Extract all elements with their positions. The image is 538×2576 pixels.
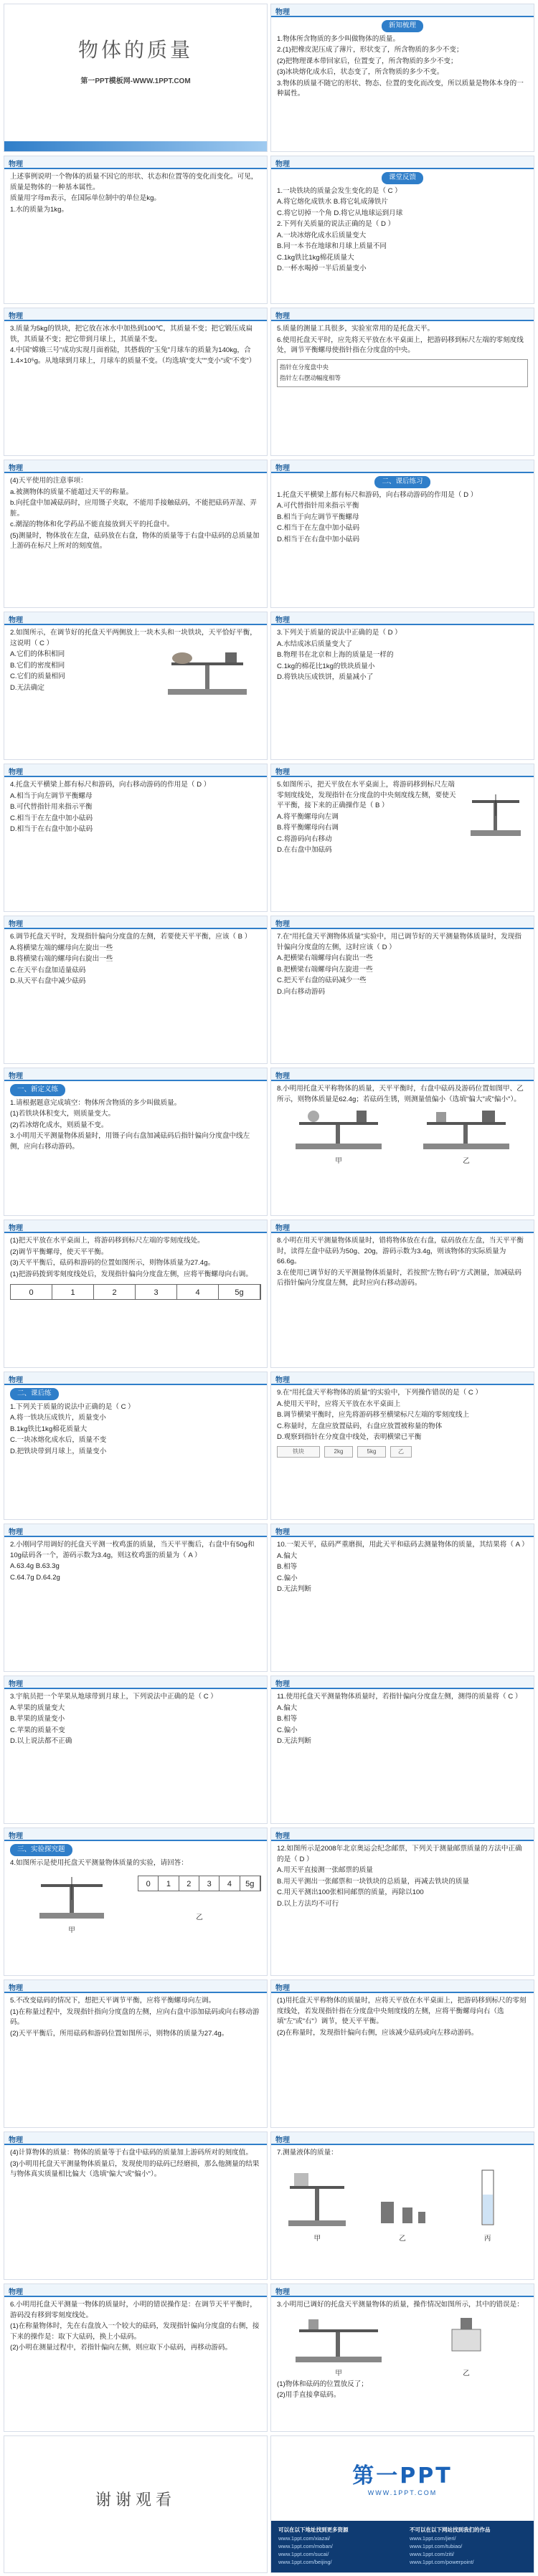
- text-line: 5.质量的测量工具很多，实验室常用的是托盘天平。: [277, 325, 435, 333]
- figure-label: 乙: [399, 2235, 406, 2243]
- text-line: C.一块冰熔化成水后，质量不变: [10, 1436, 107, 1444]
- text-line: A.偏大: [277, 1551, 298, 1560]
- slide-header: 物理: [271, 1372, 534, 1385]
- text-line: B.相等: [277, 1715, 298, 1723]
- balance-figure: [32, 1871, 111, 1921]
- text-line: A.相当于向左调节平衡螺母: [10, 792, 93, 800]
- brand-url: WWW.1PPT.COM: [367, 2489, 438, 2496]
- ruler-tick: 4: [177, 1285, 219, 1299]
- text-line: (3)冰块熔化成水后，状态变了，所含物质的多少不变。: [277, 68, 444, 76]
- slide-header: 物理: [271, 460, 534, 473]
- slide-15: [4, 1068, 268, 1216]
- slide-21: [4, 1524, 268, 1672]
- text-line: (1)把游码拨到零刻度线处后，发现指针偏向分度盘左侧，应将平衡螺母向右调。: [10, 1270, 253, 1278]
- ruler-tick: 4: [220, 1876, 240, 1891]
- text-line: (2)天平平衡后，所用砝码和游码位置如图所示，则物体的质量为27.4g。: [10, 2029, 229, 2038]
- hand-weight-figure: [416, 2315, 516, 2365]
- text-line: C.把天平右盘的砝码减少一些: [277, 976, 367, 984]
- ruler-tick: 5g: [240, 1876, 260, 1891]
- text-line: B.将平衡螺母向右调: [277, 824, 339, 832]
- figure-label: 5kg: [357, 1446, 386, 1458]
- slide-header: 物理: [271, 1068, 534, 1081]
- slide-header: 物理: [4, 2132, 267, 2145]
- slide-34: [270, 2435, 534, 2573]
- text-line: B.1kg铁比1kg棉花质量大: [10, 1425, 88, 1433]
- slide-5: [4, 308, 268, 456]
- slide-3: [4, 156, 268, 304]
- balance-figure-left: [288, 2315, 389, 2365]
- text-line: A.一块冰熔化成水后质量变大: [277, 231, 367, 239]
- text-line: 6.使用托盘天平时，应先将天平放在水平桌面上，把游码移到标尺左端的零刻度线处，调节平衡螺母使指针指在分度盘的中央。: [277, 336, 524, 354]
- footer-heading: 不可以在以下网站找到我们的作品: [410, 2527, 491, 2533]
- text-line: 3.物体的质量不随它的形状、物态、位置的变化而改变，所以质量是物体本身的一种属性。: [277, 79, 524, 98]
- footer-link[interactable]: www.1ppt.com/ziti/: [410, 2551, 455, 2557]
- text-line: (2)把物理课本带回家后，位置变了，所含物质的多少不变；: [277, 57, 458, 65]
- thanks-title: 谢谢观看: [95, 2491, 176, 2509]
- text-line: C.偏小: [277, 1726, 298, 1734]
- footer-link[interactable]: www.1ppt.com/moban/: [278, 2543, 333, 2549]
- text-line: B.可代替指针用来指示平衡: [10, 803, 93, 811]
- slide-header: 物理: [4, 1828, 267, 1841]
- footer-link[interactable]: www.1ppt.com/powerpoint/: [410, 2559, 474, 2565]
- slide-10: [270, 612, 534, 760]
- text-line: C.将游码向右移动: [277, 835, 332, 843]
- text-line: C.1kg的棉花比1kg的铁块质量小: [277, 662, 375, 670]
- text-line: D.相当于在右盘中加小砝码: [277, 535, 360, 543]
- ruler-tick: 5g: [219, 1285, 260, 1299]
- figure-label: 铁块: [277, 1446, 320, 1458]
- text-line: (4)天平使用的注意事项：: [10, 477, 88, 485]
- text-line: 4.托盘天平横梁上都有标尺和游码，向右移动游码的作用是（ D ）: [10, 781, 211, 789]
- text-line: B.把横梁右端螺母向左旋进一些: [277, 965, 373, 974]
- text-line: 上述事例说明一个物体的质量不因它的形状、状态和位置等的变化而变化。可见，质量是物体的一种基本属性。: [10, 173, 258, 191]
- brand-logo: 第一PPT: [352, 2463, 453, 2489]
- figure-label: 甲: [335, 1156, 342, 1165]
- text-line: 1.请根据题意完成填空：物体所含物质的多少叫做质量。: [10, 1098, 181, 1107]
- text-line: A.将它熔化成铁水 B.将它轧成薄铁片: [277, 198, 389, 206]
- slide-header: 物理: [271, 156, 534, 169]
- slide-20: [270, 1372, 534, 1520]
- footer-link[interactable]: www.1ppt.com/tubiao/: [410, 2543, 463, 2549]
- text-line: B.苹果的质量变小: [10, 1715, 65, 1723]
- text-line: 指针在分度盘中央: [280, 363, 329, 371]
- text-line: 2.小刚同学用调好的托盘天平测一枚鸡蛋的质量，当天平平衡后，右盘中有50g和10g砝码各一个，游码示数为3.4g，则这枚鸡蛋的质量为（ A ）: [10, 1541, 255, 1559]
- text-line: 4.中国"嫦娥三号"成功实现月面着陆，其搭载的"玉兔"月球车的质量为140kg，合1.4×10⁵g。从地球到月球上，月球车的质量不变。（均选填"变大""变小"或"不变"）: [10, 346, 256, 365]
- text-line: (2)若冰熔化成水，则质量不变。: [10, 1121, 108, 1129]
- text-line: D.以上方法均不可行: [277, 1899, 339, 1908]
- text-line: (1)若铁块体积变大，则质量变大。: [10, 1110, 115, 1118]
- slide-header: 物理: [4, 156, 267, 169]
- figure-label: 甲: [68, 1926, 75, 1934]
- text-line: 7.在"用托盘天平测物体质量"实验中，用已调节好的天平测量物体质量时，发现指针偏向分度盘的左侧，这时应该（ D ）: [277, 933, 522, 951]
- slide-26: [270, 1828, 534, 1976]
- ruler-tick: 0: [138, 1876, 159, 1891]
- text-line: 指针左右摆动幅度相等: [280, 374, 341, 381]
- slide-4: [270, 156, 534, 304]
- text-line: (3)小明用托盘天平测量物体质量后，发现使用的砝码已经磨损，那么他测量的结果与物体真实质量相比偏大（选填"偏大"或"偏小"）。: [10, 2159, 260, 2178]
- slide-header: 物理: [4, 2284, 267, 2297]
- scale-figure: [463, 780, 528, 845]
- text-line: 7.测量液体的质量：: [277, 2149, 338, 2157]
- cover-subtitle: 第一PPT模板网-WWW.1PPT.COM: [80, 77, 191, 85]
- text-line: 3.小明用已调好的托盘天平测量物体的质量，操作情况如图所示，其中的错误是：: [277, 2301, 524, 2309]
- text-line: 3.在使用已调节好的天平测量物体质量时，若按照"左物右码"方式测量，加减砝码后指针偏向分度盘左侧，此时应向右移动游码。: [277, 1268, 522, 1287]
- ruler-scale: [10, 1284, 261, 1300]
- slide-22: [270, 1524, 534, 1672]
- text-line: D.无法判断: [277, 1585, 311, 1593]
- figure-label: 乙: [463, 1156, 470, 1165]
- balance-figure-right: [416, 1109, 516, 1152]
- text-line: 5.不改变砝码的情况下，想把天平调节平衡，应将平衡螺母向左调。: [10, 1997, 216, 2005]
- text-line: A.它们的体积相同: [10, 650, 65, 658]
- slide-header: 物理: [4, 612, 267, 625]
- slide-header: 物理: [271, 308, 534, 321]
- slide-12: [270, 764, 534, 912]
- ruler-tick: 2: [94, 1285, 136, 1299]
- text-line: B.用天平测出一张邮票和一块铁块的总质量，再减去铁块的质量: [277, 1877, 470, 1886]
- text-line: B.物理书在北京和上海的质量是一样的: [277, 651, 394, 659]
- slide-17: [4, 1220, 268, 1368]
- text-line: 10.一架天平，砝码严重磨损，用此天平和砝码去测量物体的质量，其结果将（ A ）: [277, 1541, 529, 1549]
- section-banner: 一、新定义练: [10, 1084, 65, 1096]
- text-line: D.把铁块带到月球上，质量变小: [10, 1447, 107, 1455]
- ruler-tick: 1: [52, 1285, 94, 1299]
- balance-figure: [154, 650, 261, 700]
- text-line: D.将铁块压成铁饼，质量减小了: [277, 673, 374, 681]
- text-line: 质量用字母m表示，在国际单位制中的单位是kg。: [10, 194, 161, 202]
- slide-header: 物理: [4, 308, 267, 321]
- figure-label: 丙: [483, 2235, 491, 2243]
- cylinder-figure: [466, 2166, 509, 2230]
- slide-header: 物理: [271, 4, 534, 17]
- text-line: 6.小明用托盘天平测量一物体的质量时，小明的错误操作是：在调节天平平衡时，游码没有移到零刻度线处。: [10, 2301, 257, 2319]
- slide-16: [270, 1068, 534, 1216]
- text-line: A.使用天平时，应将天平放在水平桌面上: [277, 1399, 401, 1408]
- text-line: (1)物体和砝码的位置放反了；: [277, 2380, 368, 2388]
- text-line: B.相等: [277, 1563, 298, 1571]
- slide-6: [270, 308, 534, 456]
- text-line: A.用天平直接测一张邮票的质量: [277, 1866, 373, 1874]
- slide-7: [4, 460, 268, 608]
- footer-heading: 可以在以下地址找到更多资源: [278, 2527, 349, 2533]
- cover-title: 物体的质量: [77, 38, 193, 62]
- text-line: C.它们的质量相同: [10, 672, 65, 680]
- slide-header: 物理: [271, 612, 534, 625]
- ruler-tick: 3: [199, 1876, 220, 1891]
- text-line: c.潮湿的物体和化学药品不能直接放到天平的托盘中。: [10, 521, 174, 528]
- figure-label: 乙: [390, 1446, 412, 1458]
- slide-33: [4, 2435, 268, 2573]
- slide-31: [4, 2283, 268, 2432]
- text-line: C.64.7g D.64.2g: [10, 1573, 60, 1582]
- slide-32: [270, 2283, 534, 2432]
- slide-header: 物理: [271, 764, 534, 777]
- text-line: 3.下列关于质量的说法中正确的是（ D ）: [277, 629, 402, 637]
- text-line: C.用天平测出100张相同邮票的质量，再除以100: [277, 1888, 424, 1896]
- text-line: A.将横梁左端的螺母向左旋出一些: [10, 944, 113, 952]
- text-line: (2)在称量时，发现指针偏向右侧，应该减少砝码或向左移动游码。: [277, 2028, 478, 2037]
- text-line: 4.如图所示是使用托盘天平测量物体质量的实验，请回答：: [10, 1858, 188, 1867]
- slide-header: 物理: [4, 764, 267, 777]
- slide-header: 物理: [271, 2284, 534, 2297]
- text-line: 12.如图所示是2008年北京奥运会纪念邮票，下列关于测量邮票质量的方法中正确的是（ D ）: [277, 1845, 522, 1863]
- text-line: C.相当于在左盘中加小砝码: [10, 814, 93, 822]
- text-line: (1)把天平放在水平桌面上，将游码移到标尺左端的零刻度线处。: [10, 1237, 204, 1245]
- slide-18: [270, 1220, 534, 1368]
- figure-label: 甲: [335, 2370, 342, 2377]
- footer-link[interactable]: www.1ppt.com/beijing/: [278, 2559, 332, 2565]
- text-line: 1.托盘天平横梁上都有标尺和游码，向右移动游码的作用是（ D ）: [277, 490, 478, 499]
- text-line: 3.小明用天平测量物体质量时，用镊子向右盘加减砝码后指针偏向分度盘中线左侧，应向右移动游码。: [10, 1132, 250, 1151]
- text-line: A.63.4g B.63.3g: [10, 1562, 60, 1570]
- slide-28: [270, 1979, 534, 2128]
- text-line: 1.下列关于质量的说法中正确的是（ C ）: [10, 1402, 135, 1411]
- text-line: b.向托盘中加减砝码时，应用镊子夹取，不能用手接触砝码，不能把砝码弄湿、弄脏。: [10, 499, 257, 518]
- section-banner: 二、课后练习: [374, 476, 430, 488]
- footer-link[interactable]: www.1ppt.com/xiazai/: [278, 2535, 331, 2542]
- text-line: B.它们的密度相同: [10, 661, 65, 670]
- text-line: 1.一块铁块的质量会发生变化的是（ C ）: [277, 186, 402, 195]
- text-line: (1)在称量过程中，发现指针指向分度盘的左侧，应向右盘中添加砝码或向右移动游码。: [10, 2007, 260, 2026]
- text-line: A.苹果的质量变大: [10, 1703, 65, 1712]
- slide-header: 物理: [271, 1828, 534, 1841]
- text-line: 11.使用托盘天平测量物体质量时，若指针偏向分度盘左侧，测得的质量将（ C ）: [277, 1693, 522, 1701]
- section-banner: 新知梳理: [382, 20, 423, 32]
- text-line: (3)天平平衡后，砝码和游码的位置如图所示，则物体质量为27.4g。: [10, 1259, 215, 1267]
- text-line: (2)小明在测量过程中，若指针偏向左侧，则应取下小砝码，再移动游码。: [10, 2344, 232, 2352]
- ruler-tick: 2: [179, 1876, 199, 1891]
- text-line: A.将平衡螺母向左调: [277, 812, 339, 821]
- text-line: D.观察到指针在分度盘中线处，表明横梁已平衡: [277, 1433, 422, 1441]
- text-line: B.将横梁右端的螺母向右旋出一些: [10, 955, 113, 963]
- balance-figure-left: [288, 1109, 389, 1152]
- slide-30: [270, 2131, 534, 2280]
- slide-header: 物理: [4, 1068, 267, 1081]
- balance-note-box: [277, 359, 528, 387]
- slide-header: 物理: [271, 1676, 534, 1689]
- text-line: (4)计算物体的质量：物体的质量等于右盘中砝码的质量加上游码所对的刻度值。: [10, 2149, 253, 2157]
- text-line: B.调节横梁平衡时，应先将游码移至横梁标尺左端的零刻度线上: [277, 1411, 470, 1419]
- text-line: D.一杯水喝掉一半后质量变小: [277, 265, 367, 272]
- figure-label: 乙: [196, 1914, 203, 1921]
- slide-header: 物理: [271, 1524, 534, 1537]
- slide-header: 物理: [271, 1980, 534, 1993]
- slide-27: [4, 1979, 268, 2128]
- slide-header: 物理: [4, 1524, 267, 1537]
- slide-header: 物理: [4, 1220, 267, 1233]
- slide-9: [4, 612, 268, 760]
- figure-label: 甲: [313, 2235, 321, 2243]
- slide-header: 物理: [4, 916, 267, 929]
- text-line: C.将它切掉一个角 D.将它从地球运到月球: [277, 209, 403, 217]
- text-line: (5)测量时，物体放在左盘，砝码放在右盘，物体的质量等于右盘中砝码的总质量加上游码在标尺上所对的刻度值。: [10, 531, 260, 550]
- section-banner: 三、实验探究题: [10, 1844, 72, 1856]
- slide-29: [4, 2131, 268, 2280]
- text-line: 1.物体所含物质的多少叫做物体的质量。: [277, 34, 400, 43]
- text-line: 2.(1)把橡皮泥压成了薄片，形状变了，所含物质的多少不变；: [277, 46, 463, 54]
- slide-header: 物理: [4, 1676, 267, 1689]
- text-line: 9.在"用托盘天平称物体的质量"的实验中，下列操作错误的是（ C ）: [277, 1389, 483, 1397]
- slide-2: [270, 4, 534, 152]
- text-line: 3.质量为5kg的铁块，把它放在冰水中加热到100℃，其质量不变；把它锻压成扁铁，其质量不变；把它带到月球上，其质量不变。: [10, 325, 253, 343]
- text-line: 6.调节托盘天平时，发现指针偏向分度盘的左侧，若要使天平平衡，应该（ B ）: [10, 933, 252, 941]
- text-line: A.偏大: [277, 1703, 298, 1712]
- slide-header: 物理: [4, 460, 267, 473]
- slide-header: 物理: [271, 2132, 534, 2145]
- text-line: C.称量时，左盘应放置砝码，右盘应放置被称量的物体: [277, 1422, 443, 1430]
- slide-11: [4, 764, 268, 912]
- slide-8: [270, 460, 534, 608]
- slide-25: [4, 1828, 268, 1976]
- ruler-tick: 1: [159, 1876, 179, 1891]
- text-line: 2.如图所示，在调节好的托盘天平两侧放上一块木头和一块铁块，天平恰好平衡，这说明（ C ）: [10, 629, 257, 647]
- text-line: C.偏小: [277, 1574, 298, 1582]
- text-line: A.可代替指针用来指示平衡: [277, 502, 359, 510]
- ruler-scale: [138, 1876, 261, 1891]
- slide-13: [4, 916, 268, 1064]
- ruler-tick: 0: [11, 1285, 52, 1299]
- figure-label: 2kg: [324, 1446, 353, 1458]
- cover-bar: [4, 141, 267, 151]
- text-line: D.以上说法都不正确: [10, 1737, 72, 1745]
- figure-label: 乙: [463, 2370, 470, 2377]
- slide-19: [4, 1372, 268, 1520]
- slide-header: 物理: [271, 916, 534, 929]
- footer-link[interactable]: www.1ppt.com/sucai/: [278, 2551, 329, 2557]
- text-line: (1)在称量物体时，先在右盘放入一个较大的砝码，发现指针偏向分度盘的右侧，接下来的操作是：取下大砝码，换上小砝码。: [10, 2322, 260, 2341]
- section-banner: 二、课后练: [10, 1388, 59, 1400]
- text-line: 1.水的质量为1kg。: [10, 205, 69, 214]
- text-line: D.向右移动游码: [277, 987, 326, 996]
- slide-1: [4, 4, 268, 152]
- slide-header: 物理: [271, 1220, 534, 1233]
- text-line: A.水结成冰后质量变大了: [277, 640, 353, 648]
- section-banner: 课堂反馈: [382, 172, 423, 184]
- text-line: C.苹果的质量不变: [10, 1726, 65, 1734]
- text-line: 8.小明在用天平测量物体质量时，错将物体放在右盘，砝码放在左盘，当天平平衡时，读得左盘中砝码为50g、20g，游码示数为3.4g，则该物体的实际质量为66.6g。: [277, 1237, 524, 1265]
- slide-24: [270, 1676, 534, 1824]
- weights-figure: [367, 2166, 438, 2230]
- text-line: (2)调节平衡螺母，使天平平衡。: [10, 1247, 108, 1256]
- text-line: D.无法确定: [10, 683, 44, 692]
- text-line: C.相当于在左盘中加小砝码: [277, 524, 360, 532]
- slide-header: 物理: [4, 1372, 267, 1385]
- text-line: 8.小明用托盘天平称物体的质量，天平平衡时，右盘中砝码及游码位置如图甲、乙所示，则物体质量是62.4g；若砝码生锈，则测量值偏小（选填"偏大"或"偏小"）。: [277, 1085, 524, 1103]
- text-line: (2)用手直接拿砝码。: [277, 2391, 341, 2399]
- slide-14: [270, 916, 534, 1064]
- text-line: A.把横梁右端螺母向右旋出一些: [277, 954, 373, 962]
- footer-link[interactable]: www.1ppt.com/jieri/: [410, 2535, 456, 2542]
- text-line: C.在天平右盘加适量砝码: [10, 966, 86, 974]
- text-line: D.从天平右盘中减少砝码: [10, 977, 86, 985]
- text-line: (1)用托盘天平称物体的质量时，应将天平放在水平桌面上，把游码移到标尺的零刻度线处，若发现指针指在分度盘中央刻度线的左侧，应将平衡螺母向右（选填"左"或"右"）调节，使天平平衡。: [277, 1997, 527, 2025]
- text-line: A.将一铁块压成铁片，质量变小: [10, 1414, 106, 1422]
- text-line: B.相当于向左调节平衡螺母: [277, 513, 359, 521]
- text-line: B.同一本书在地球和月球上质量不同: [277, 242, 387, 250]
- balance-figure: [281, 2166, 353, 2230]
- text-line: 3.宇航员把一个苹果从地球带到月球上，下列说法中正确的是（ C ）: [10, 1693, 217, 1701]
- text-line: D.相当于在右盘中加小砝码: [10, 825, 93, 833]
- ruler-tick: 3: [136, 1285, 177, 1299]
- slide-header: 物理: [4, 1980, 267, 1993]
- text-line: 2.下列有关质量的说法正确的是（ D ）: [277, 220, 395, 228]
- slide-23: [4, 1676, 268, 1824]
- text-line: C.1kg铁比1kg棉花质量大: [277, 253, 354, 262]
- text-line: a.被测物体的质量不能超过天平的称量。: [10, 488, 133, 496]
- text-line: D.无法判断: [277, 1737, 311, 1745]
- text-line: D.在右盘中加砝码: [277, 846, 332, 854]
- text-line: 5.如图所示，把天平放在水平桌面上，将游码移到标尺左端零刻度线处，发现指针在分度盘的中央刻度线左侧，要使天平平衡，接下来的正确操作是（ B ）: [277, 781, 456, 809]
